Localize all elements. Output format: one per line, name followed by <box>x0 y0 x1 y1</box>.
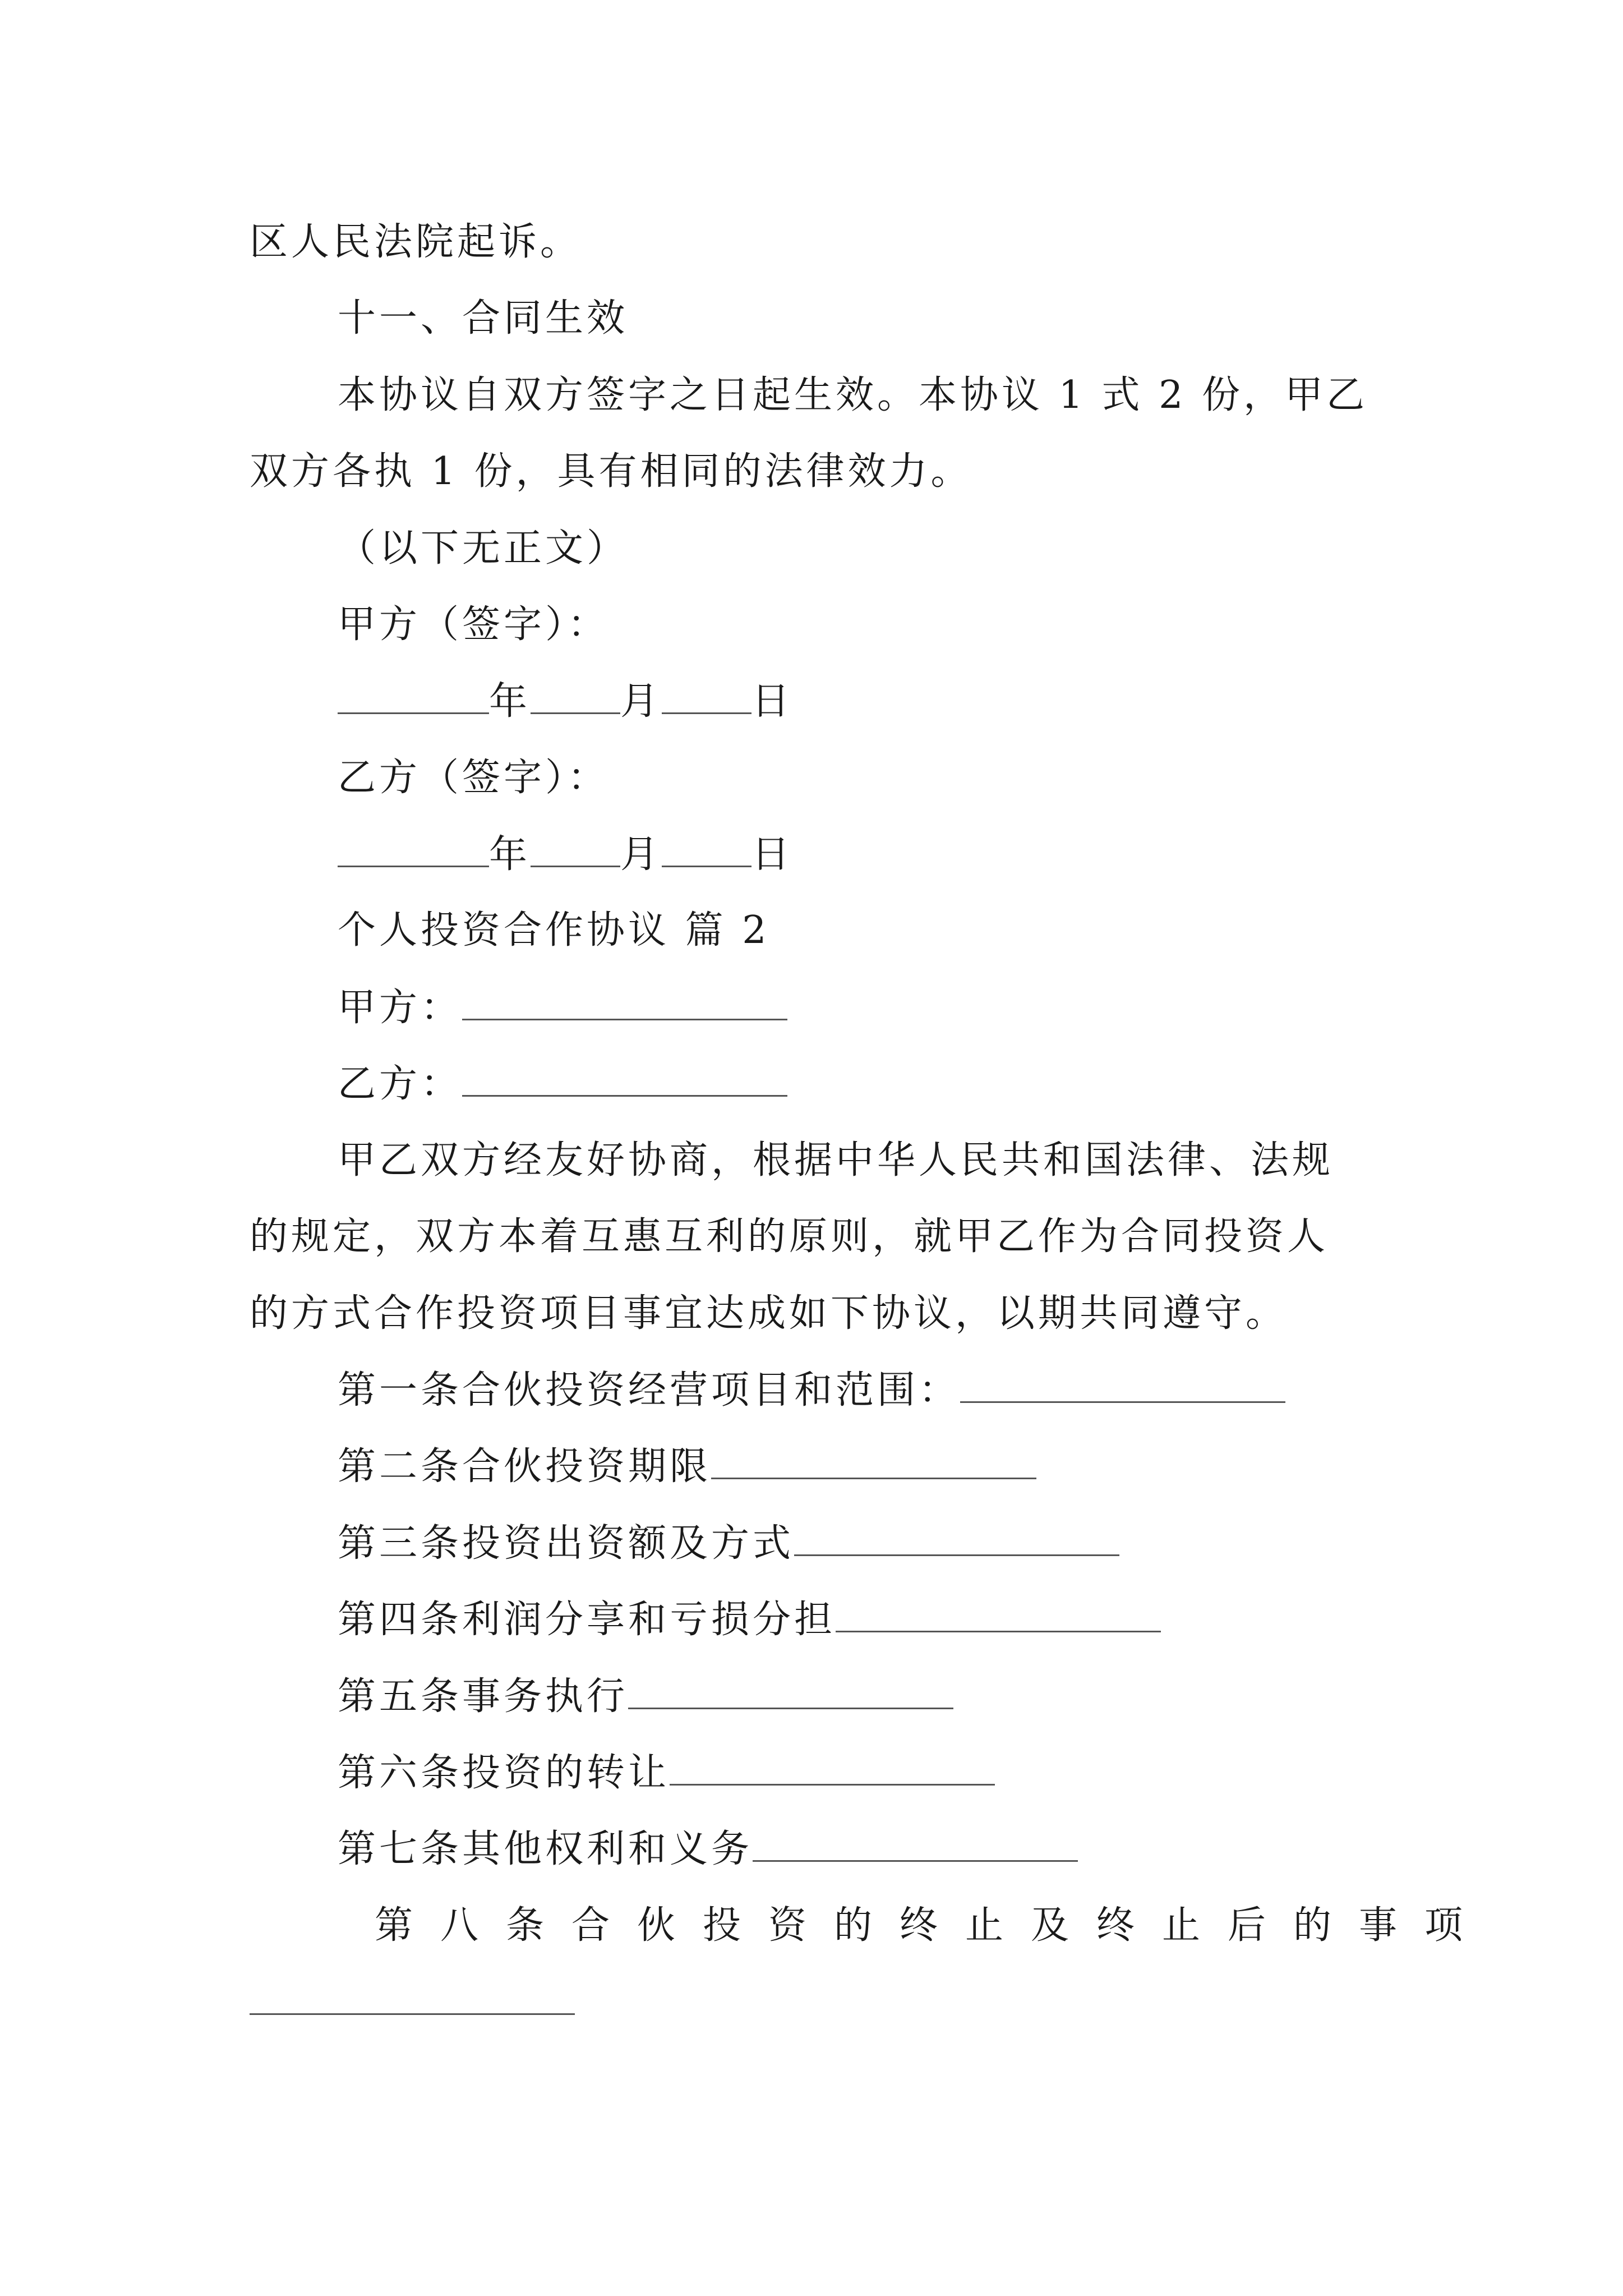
text-line: 双方各执 1 份，具有相同的法律效力。 <box>250 449 972 494</box>
article-3-label: 第三条投资出资额及方式 <box>338 1521 795 1566</box>
article-2-blank[interactable] <box>711 1444 1036 1479</box>
paragraph-line: 的规定，双方本着互惠互利的原则，就甲乙作为合同投资人 <box>250 1214 1329 1259</box>
day-blank[interactable] <box>662 832 751 867</box>
section-heading: 十一、合同生效 <box>338 296 629 341</box>
signature-label-party-a: 甲方（签字）： <box>338 602 610 647</box>
article-4-blank[interactable] <box>836 1597 1161 1632</box>
year-blank[interactable] <box>338 832 489 867</box>
article-7-line <box>338 1826 1078 1872</box>
party-b-line <box>338 1061 787 1107</box>
article-5-line <box>338 1674 953 1719</box>
article-2-label: 第二条合伙投资期限 <box>338 1444 712 1489</box>
article-1-blank[interactable] <box>960 1368 1285 1403</box>
year-label: 年 <box>489 679 531 724</box>
article-7-label: 第七条其他权利和义务 <box>338 1827 753 1871</box>
article-5-blank[interactable] <box>628 1674 953 1709</box>
article-3-blank[interactable] <box>794 1521 1119 1556</box>
article-8-label: 第八条合伙投资的终止及终止后的事项 <box>375 1903 1491 1948</box>
document-title: 个人投资合作协议 篇 2 <box>338 908 770 953</box>
signature-label-party-b: 乙方（签字）： <box>338 756 610 800</box>
article-3-line <box>338 1521 1119 1566</box>
article-5-label: 第五条事务执行 <box>338 1674 629 1719</box>
paragraph-line: 甲乙双方经友好协商，根据中华人民共和国法律、法规 <box>338 1138 1334 1182</box>
article-1-line <box>338 1368 1285 1413</box>
month-blank[interactable] <box>531 832 620 867</box>
article-1-label: 第一条合伙投资经营项目和范围： <box>338 1368 961 1412</box>
article-4-line <box>338 1597 1161 1642</box>
article-6-label: 第六条投资的转让 <box>338 1751 670 1795</box>
text-line: 本协议自双方签字之日起生效。本协议 1 式 2 份，甲乙 <box>338 373 1368 417</box>
day-blank[interactable] <box>662 679 751 714</box>
text-line: 区人民法院起诉。 <box>250 220 582 264</box>
party-a-label: 甲方： <box>338 986 463 1030</box>
article-6-blank[interactable] <box>670 1750 995 1786</box>
party-a-blank[interactable] <box>462 985 787 1020</box>
article-8-blank-line <box>250 1980 575 2025</box>
article-2-line <box>338 1444 1036 1489</box>
month-label: 月 <box>620 832 662 877</box>
article-6-line <box>338 1750 995 1796</box>
year-blank[interactable] <box>338 679 489 714</box>
day-label: 日 <box>751 679 794 724</box>
article-4-label: 第四条利润分享和亏损分担 <box>338 1598 836 1642</box>
month-blank[interactable] <box>531 679 620 714</box>
party-a-line <box>338 985 787 1030</box>
party-b-blank[interactable] <box>462 1061 787 1097</box>
date-line-party-a <box>338 679 793 724</box>
year-label: 年 <box>489 832 531 877</box>
article-7-blank[interactable] <box>753 1826 1078 1862</box>
text-line: （以下无正文） <box>338 526 629 570</box>
article-8-blank[interactable] <box>250 1980 575 2015</box>
paragraph-line: 的方式合作投资项目事宜达成如下协议，以期共同遵守。 <box>250 1291 1288 1336</box>
date-line-party-b <box>338 832 793 877</box>
day-label: 日 <box>751 832 794 877</box>
month-label: 月 <box>620 679 662 724</box>
party-b-label: 乙方： <box>338 1062 463 1106</box>
